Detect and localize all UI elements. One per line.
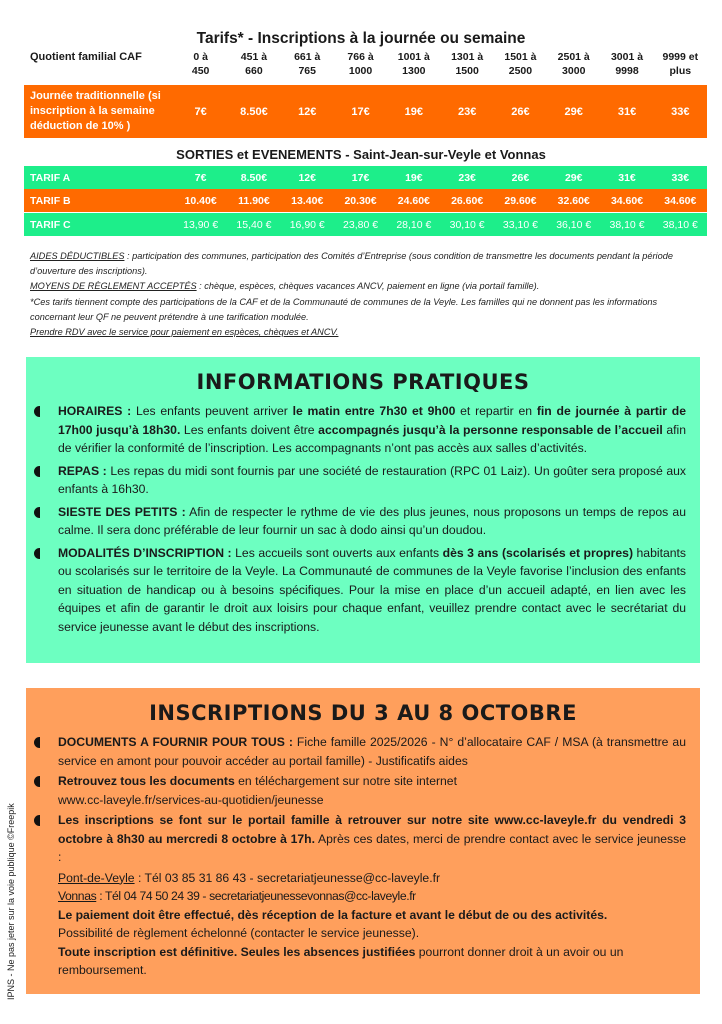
informations-pratiques-box [26, 357, 700, 663]
quotient-column-header [281, 50, 334, 85]
asterisk-note: *Ces tarifs tiennent compte des participations de la CAF et de la Communauté de communes de la Veyle. Les familles qui ne donnent pas les informations concernant leur QF ne peuvent prétendre à une tarification modulée. [30, 296, 658, 322]
quotient-range-end: 1000 [348, 65, 373, 77]
tarif-price-cell: 24.60€ [397, 194, 430, 207]
journee-price-cell: 31€ [617, 105, 637, 118]
half-circle-bullet-icon [34, 466, 40, 477]
tarif-price-cell: 34.60€ [664, 194, 697, 207]
quotient-range-start: 1001 à [397, 51, 430, 63]
aides-text: : participation des communes, participation des Comités d’Entreprise (sous condition de transmettre les documents pendant la période d’ouverture des inscriptions). [30, 251, 673, 277]
journee-price-cell: 7€ [194, 105, 207, 118]
sorties-title: SORTIES et EVENEMENTS - Saint-Jean-sur-Veyle et Vonnas [176, 147, 546, 162]
documents-text: Fiche famille 2025/2026 - N° d’allocataire CAF / MSA (à transmettre au service en amont pour pouvoir accéder au portail famille) - Justificatifs aides [58, 735, 686, 768]
tarif-price-cell: 23€ [458, 171, 476, 184]
tarif-price-cell: 26.60€ [451, 194, 484, 207]
jeunesse-url-link[interactable]: www.cc-laveyle.fr/services-au-quotidien/jeunesse [58, 792, 324, 807]
quotient-column-header [547, 50, 600, 85]
repas-text: Les repas du midi sont fournis par une société de restauration (RPC 01 Laiz). Un goûter sera proposé aux enfants à 16h30. [58, 463, 686, 496]
tarif-price-cell: 12€ [298, 171, 316, 184]
tarif-price-cell: 20.30€ [344, 194, 377, 207]
informations-title: INFORMATIONS PRATIQUES [196, 370, 530, 394]
paiement-text: Possibilité de règlement échelonné (contacter le service jeunesse). [58, 926, 420, 940]
tarif-price-cell: 32.60€ [557, 194, 590, 207]
tarif-price-cell: 36,10 € [556, 218, 592, 231]
modalites-label: MODALITÉS D’INSCRIPTION : [58, 545, 232, 560]
tarif-price-cell: 7€ [194, 171, 207, 184]
horaires-text: Les enfants doivent être [180, 422, 319, 437]
aides-note [30, 249, 695, 279]
tarif-a-row [24, 166, 707, 189]
inscriptions-title: INSCRIPTIONS DU 3 AU 8 OCTOBRE [149, 701, 577, 725]
inscriptions-box [26, 688, 700, 994]
moyens-note [30, 279, 695, 294]
quotient-range-end: 765 [298, 65, 316, 77]
journee-values [174, 106, 707, 118]
moyens-text: : chèque, espèces, chèques vacances ANCV, paiement en ligne (via portail famille). [196, 281, 540, 292]
contact-place: Pont-de-Veyle [58, 870, 135, 885]
horaires-bold: accompagnés jusqu’à la personne responsable de l’accueil [318, 422, 663, 437]
paiement-bold: Le paiement doit être effectué, dès réception de la facture et avant le début de ou des activités. [58, 907, 608, 922]
journee-price-cell: 23€ [457, 105, 477, 118]
modalites-item [58, 544, 686, 637]
quotient-range-start: 2501 à [557, 51, 590, 63]
sieste-text: Afin de respecter le rythme de vie des plus jeunes, nous proposons un temps de repos au calme. Il sera donc préférable de leur fournir un sac à dodo ainsi qu’un doudou. [58, 504, 686, 537]
contact-place: Vonnas [58, 889, 97, 903]
tarif-price-cell: 38,10 € [662, 218, 698, 231]
tarif-price-cell: 17€ [351, 171, 370, 184]
contact-info[interactable]: : Tél 03 85 31 86 43 - secretariatjeunesse@cc-laveyle.fr [134, 870, 441, 885]
tarif-price-cell: 31€ [618, 171, 636, 184]
tarif-b-label: TARIF B [30, 194, 71, 207]
half-circle-bullet-icon [34, 737, 40, 748]
side-legal-note: IPNS - Ne pas jeter sur la voie publique ©Freepik [6, 803, 16, 1000]
horaires-text: et repartir en [455, 404, 537, 418]
half-circle-bullet-icon [34, 776, 40, 787]
tarif-price-cell: 33,10 € [502, 218, 538, 231]
horaires-text: Les enfants peuvent arriver [131, 404, 293, 418]
tarif-c-values [174, 219, 707, 231]
quotient-range-end: 1500 [455, 65, 479, 77]
documents-label: DOCUMENTS A FOURNIR POUR TOUS : [58, 735, 293, 749]
sieste-label: SIESTE DES PETITS : [58, 504, 186, 519]
horaires-label: HORAIRES : [58, 404, 132, 418]
tarif-price-cell: 29€ [564, 171, 583, 184]
portail-text: Après ces dates, merci de prendre contact avec le service jeunesse : [58, 831, 686, 864]
tarif-price-cell: 26€ [511, 171, 530, 184]
quotient-column-header [387, 50, 440, 85]
retrouvez-text: en téléchargement sur notre site internet [234, 774, 457, 788]
documents-item [58, 733, 686, 770]
quotient-column-header [174, 50, 227, 85]
moyens-label: MOYENS DE RÈGLEMENT ACCEPTÉS [30, 281, 197, 292]
tarif-b-row [24, 189, 707, 212]
quotient-column-header [334, 50, 387, 85]
aides-label: AIDES DÉDUCTIBLES [30, 251, 125, 261]
quotient-range-start: 451 à [240, 51, 268, 63]
tarif-notes [30, 249, 695, 340]
tarif-price-cell: 13,90 € [183, 218, 219, 231]
journee-label: Journée traditionnelle (si inscription à la semaine déduction de 10% ) [30, 90, 161, 132]
sieste-item [58, 503, 686, 540]
tarif-price-cell: 19€ [405, 171, 423, 184]
horaires-bold: fin de journée à partir de 17h00 jusqu’à 18h30. [58, 404, 687, 437]
quotient-column-header [227, 50, 280, 85]
tarif-price-cell: 16,90 € [289, 218, 325, 231]
tarif-price-cell: 29.60€ [504, 194, 537, 207]
journee-price-cell: 29€ [564, 105, 583, 118]
quotient-column-header [440, 50, 493, 85]
tarif-price-cell: 33€ [671, 171, 690, 184]
definitive-bold: Toute inscription est définitive. Seules les absences justifiées [58, 944, 416, 959]
tarif-price-cell: 8.50€ [240, 171, 268, 184]
tarif-c-label: TARIF C [30, 218, 71, 231]
tarif-price-cell: 34.60€ [610, 194, 644, 207]
contact-info[interactable]: : Tél 04 74 50 24 39 - secretariatjeunessevonnas@cc-laveyle.fr [96, 889, 416, 903]
quotient-range-end: 9998 [615, 65, 639, 77]
quotient-range-start: 9999 et [662, 51, 699, 63]
half-circle-bullet-icon [34, 548, 40, 559]
tarif-a-values [174, 172, 707, 184]
horaires-bold: le matin entre 7h30 et 9h00 [292, 404, 456, 418]
tarif-price-cell: 11.90€ [238, 194, 270, 207]
tarif-a-label: TARIF A [30, 171, 71, 184]
quotient-column-header [494, 50, 547, 85]
definitive-note [58, 943, 686, 980]
tarif-price-cell: 30,10 € [449, 218, 485, 231]
journee-price-cell: 19€ [404, 105, 424, 118]
contact-pont-de-veyle [58, 869, 686, 888]
contact-vonnas [58, 887, 686, 906]
tarif-price-cell: 23,80 € [343, 218, 379, 231]
half-circle-bullet-icon [34, 406, 40, 417]
quotient-range-end: 450 [191, 65, 210, 77]
journee-price-cell: 26€ [511, 105, 530, 118]
rdv-note: Prendre RDV avec le service pour paiement en espèces, chèques et ANCV. [30, 327, 339, 338]
quotient-range-start: 1301 à [451, 51, 484, 63]
definitive-text: pourront donner droit à un avoir ou un remboursement. [58, 944, 624, 977]
journee-price-cell: 12€ [298, 105, 317, 118]
quotient-range-end: 1300 [402, 65, 426, 77]
modalites-text: Les accueils sont ouverts aux enfants [231, 545, 443, 560]
horaires-text: afin de vérifier la conformité de l’inscription. Les accompagnants n’ont pas accès aux salles d’activités. [58, 422, 686, 455]
tarifs-header-row [24, 50, 707, 85]
tarif-price-cell: 28,10 € [396, 218, 432, 231]
tarif-c-row [24, 213, 707, 236]
tarif-price-cell: 15,40 € [236, 218, 272, 231]
tarif-price-cell: 13.40€ [291, 194, 324, 207]
retrouvez-item [58, 772, 686, 809]
tarif-b-values [174, 195, 707, 207]
informations-list [26, 402, 700, 636]
quotient-label: Quotient familial CAF [30, 51, 142, 63]
repas-item [58, 462, 686, 499]
journee-price-cell: 17€ [351, 105, 370, 118]
quotient-column-header [654, 50, 707, 85]
quotient-range-end: 660 [245, 65, 263, 77]
quotient-range-start: 661 à [294, 51, 321, 63]
quotient-range-start: 0 à [193, 51, 208, 63]
journee-price-cell: 33€ [671, 105, 690, 118]
journee-price-cell: 8.50€ [240, 105, 268, 118]
contacts-block [26, 869, 700, 980]
journee-row [24, 85, 707, 138]
quotient-columns [174, 50, 707, 85]
tarifs-title: Tarifs* - Inscriptions à la journée ou semaine [196, 30, 526, 47]
quotient-range-start: 766 à [347, 51, 374, 63]
inscriptions-list [26, 733, 700, 867]
half-circle-bullet-icon [34, 815, 40, 826]
quotient-column-header [600, 50, 653, 85]
tarif-price-cell: 10.40€ [184, 194, 217, 207]
quotient-range-start: 3001 à [610, 51, 644, 63]
portail-bold: Les inscriptions se font sur le portail famille à retrouver sur notre site www.cc-laveyle.fr du vendredi 3 octobre à 8h30 au mercredi 8 octobre à 17h. [58, 813, 686, 846]
quotient-range-start: 1501 à [504, 51, 537, 63]
half-circle-bullet-icon [34, 507, 40, 518]
horaires-item [58, 402, 686, 458]
quotient-range-end: 2500 [508, 65, 533, 77]
quotient-range-end: 3000 [562, 65, 586, 77]
portail-item [58, 811, 686, 867]
quotient-range-end: plus [669, 65, 692, 77]
retrouvez-bold: Retrouvez tous les documents [58, 774, 235, 788]
modalites-bold: dès 3 ans (scolarisés et propres) [442, 545, 633, 560]
tarif-price-cell: 38,10 € [609, 218, 645, 231]
modalites-text: habitants ou scolarisés sur le territoire de la Veyle. La Communauté de communes de la Veyle favorise l’inclusion des enfants en situation de handicap ou à besoins spécifiques. Pour la mise en place d’un accueil adapté, en lien avec les équipes et afin de garantir le droit aux loisirs pour chaque enfant, veuillez prendre contact avec le secrétariat du service jeunesse avant le début des inscriptions. [58, 545, 686, 634]
repas-label: REPAS : [58, 463, 107, 478]
